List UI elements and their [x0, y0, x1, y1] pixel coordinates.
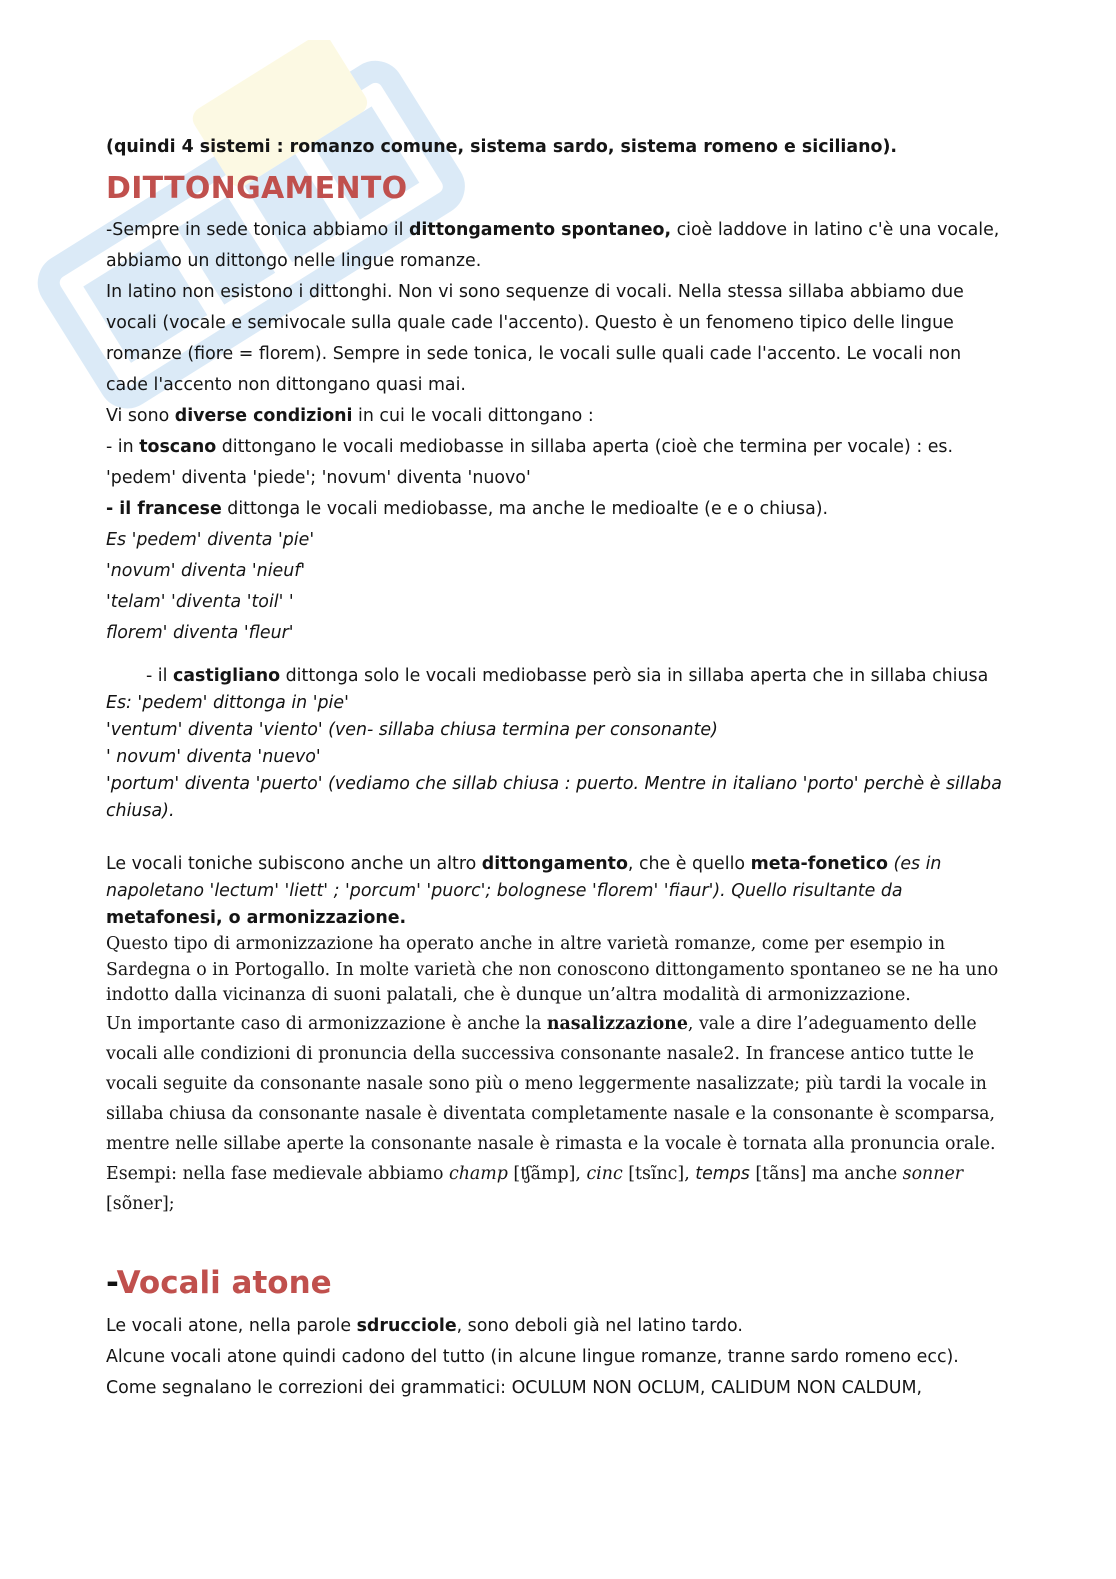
heading-dittongamento: DITTONGAMENTO — [106, 171, 408, 206]
intro-line: (quindi 4 sistemi : romanzo comune, sistema sardo, sistema romeno e siciliano). — [106, 137, 898, 157]
castilian-examples — [106, 690, 1006, 825]
document-page — [106, 132, 1006, 1404]
example-line: 'ventum' diventa 'viento' (ven- sillaba chiusa termina per consonante) — [106, 720, 718, 740]
example-line: Es: 'pedem' dittonga in 'pie' — [106, 693, 349, 713]
paragraph-sdrucciole: Le vocali atone, nella parole sdrucciole, sono deboli già nel latino tardo. — [106, 1315, 743, 1336]
paragraph-armonizzazione: Questo tipo di armonizzazione ha operato anche in altre varietà romanze, come per esempio in Sardegna o in Portogallo. In molte varietà che non conoscono dittongamento spontaneo se ne ha uno indotto dalla vicinanza di suoni palatali, che è dunque un’altra modalità di armonizzazione. — [106, 934, 999, 1005]
example-line: florem' diventa 'fleur' — [106, 623, 294, 643]
heading-vocali-atone: -Vocali atone — [106, 1264, 332, 1301]
paragraph-castigliano: - il castigliano dittonga solo le vocali mediobasse però sia in sillaba aperta che in sillaba chiusa — [146, 666, 989, 686]
paragraph-condizioni: Vi sono diverse condizioni in cui le vocali dittongano : — [106, 406, 594, 426]
paragraph-latino: In latino non esistono i dittonghi. Non vi sono sequenze di vocali. Nella stessa sillaba abbiamo due vocali (vocale e semivocale sulla quale cade l'accento). Questo è un fenomeno tipico delle lingue romanze (fiore = florem). Sempre in sede tonica, le vocali sulle quali cade l'accento. Le vocali non cade l'accento non dittongano quasi mai. — [106, 282, 964, 395]
example-line: ' novum' diventa 'nuevo' — [106, 747, 321, 767]
paragraph-nasalizzazione: Un importante caso di armonizzazione è anche la nasalizzazione, vale a dire l’adeguamento delle vocali alle condizioni di pronuncia della successiva consonante nasale2. In francese antico tutte le vocali seguite da consonante nasale sono più o meno leggermente nasalizzate; più tardi la vocale in sillaba chiusa da consonante nasale è diventata completamente nasale e la consonante è scomparsa, mentre nelle sillabe aperte la consonante nasale è rimasta e la vocale è tornata alla pronuncia orale. Esempi: nella fase medievale abbiamo champ [ʧãmp], cinc [tsĩnc], temps [tãns] ma anche sonner [sõner]; — [106, 1013, 996, 1214]
paragraph-metafonetico: Le vocali toniche subiscono anche un altro dittongamento, che è quello meta-fonetico (es in napoletano 'lectum' 'liett' ; 'porcum' 'puorc'; bolognese 'florem' 'fiaur'). Quello risultante da metafonesi, o armonizzazione. — [106, 854, 942, 928]
paragraph-spontaneo: -Sempre in sede tonica abbiamo il dittongamento spontaneo, cioè laddove in latino c'è una vocale, abbiamo un dittongo nelle lingue romanze. — [106, 220, 1000, 271]
example-line: 'portum' diventa 'puerto' (vediamo che sillab chiusa : puerto. Mentre in italiano 'porto' perchè è sillaba chiusa). — [106, 774, 1002, 821]
french-examples — [106, 525, 1006, 649]
example-line: 'novum' diventa 'nieuf' — [106, 561, 306, 581]
paragraph-francese: - il francese dittonga le vocali mediobasse, ma anche le medioalte (e e o chiusa). — [106, 499, 829, 519]
paragraph-toscano: - in toscano dittongano le vocali mediobasse in sillaba aperta (cioè che termina per vocale) : es. 'pedem' diventa 'piede'; 'novum' diventa 'nuovo' — [106, 437, 953, 488]
example-line: 'telam' 'diventa 'toil' ' — [106, 592, 294, 612]
paragraph-cadono: Alcune vocali atone quindi cadono del tutto (in alcune lingue romanze, tranne sardo romeno ecc). — [106, 1346, 959, 1367]
paragraph-grammatici: Come segnalano le correzioni dei grammatici: OCULUM NON OCLUM, CALIDUM NON CALDUM, — [106, 1377, 923, 1398]
example-line: Es 'pedem' diventa 'pie' — [106, 530, 315, 550]
